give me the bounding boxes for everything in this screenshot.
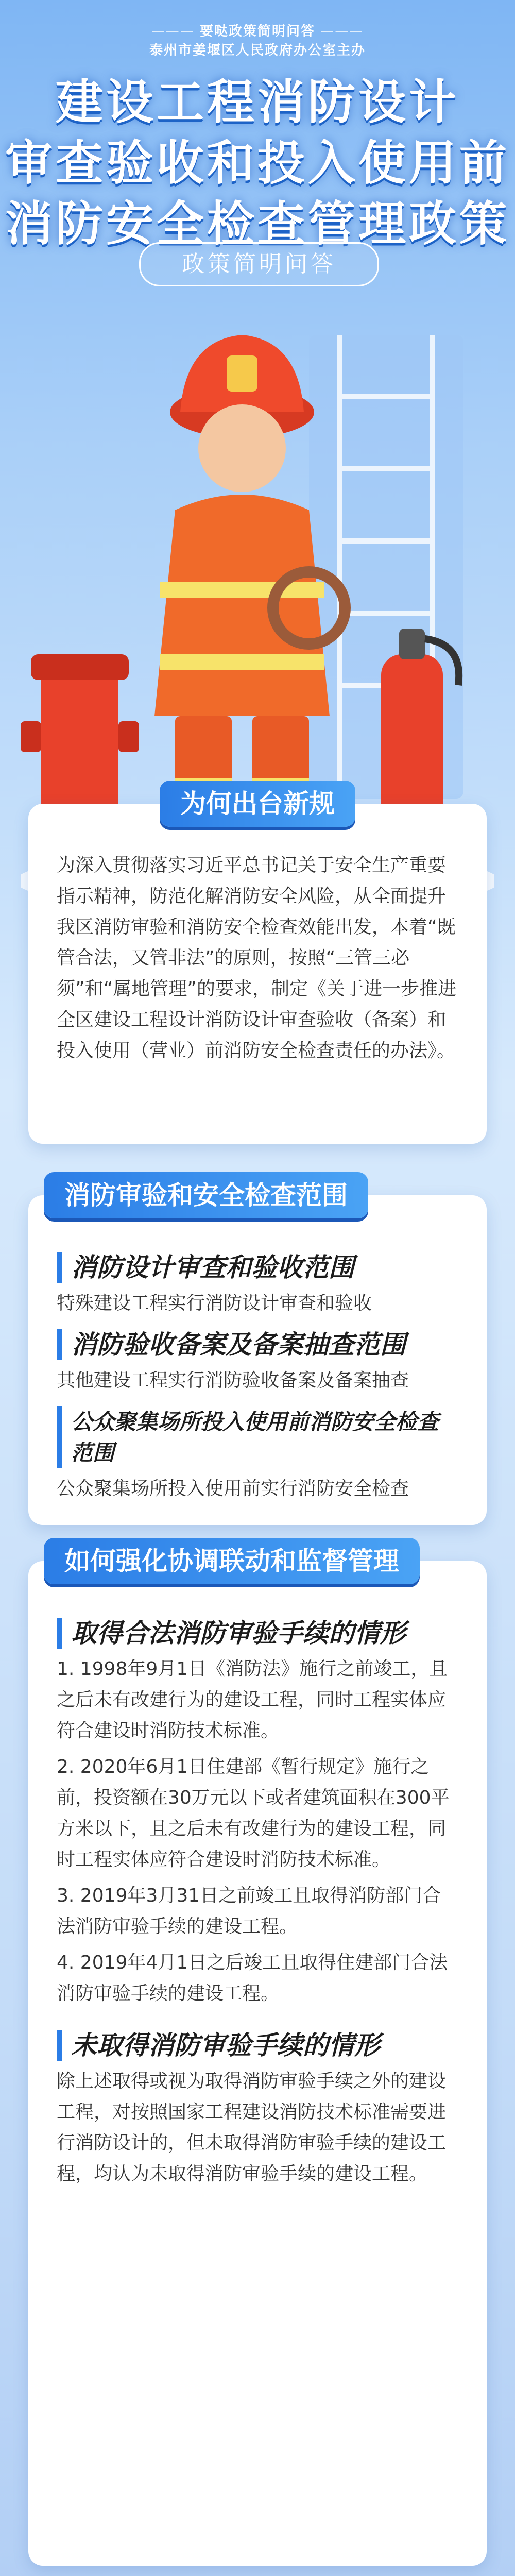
paragraph: 除上述取得或视为取得消防审验手续之外的建设工程，对按照国家工程建设消防技术标准需要进行消防设计的，但未取得消防审验手续的建设工程，均认为未取得消防审验手续的建设工程。 [57, 2071, 447, 2184]
sub-heading: 取得合法消防审验手续的情形 [57, 1618, 458, 1649]
sub-heading: 未取得消防审验手续的情形 [57, 2030, 458, 2061]
scope-item-desc: 公众聚集场所投入使用前实行消防安全检查 [57, 1478, 409, 1499]
scope-item-title: 消防设计审查和验收范围 [57, 1252, 458, 1283]
section-strengthen-1-body [57, 1607, 458, 2195]
hero-subtitle-line1: ——— 要哒政策简明问答 ——— [0, 21, 515, 40]
hero-pill: 政策简明问答 [139, 242, 379, 286]
section-why-heading: 为何出台新规 [160, 781, 355, 827]
scope-item-title: 消防验收备案及备案抽查范围 [57, 1329, 458, 1360]
scope-item [57, 1252, 458, 1319]
page-title [0, 72, 515, 255]
title-line-3: 消防安全检查管理政策 [5, 196, 510, 251]
hero-subtitle [0, 21, 515, 59]
title-line-2: 审查验收和投入使用前 [5, 135, 510, 191]
section-strengthen-1 [28, 1546, 487, 2566]
scope-item-desc: 其他建设工程实行消防验收备案及备案抽查 [57, 1370, 409, 1391]
title-line-1: 建设工程消防设计 [55, 75, 459, 130]
section-why [28, 789, 487, 1144]
section-scope-heading: 消防审验和安全检查范围 [44, 1172, 368, 1218]
section-strengthen-1-heading: 如何强化协调联动和监督管理 [44, 1538, 420, 1584]
list-item: 4. 2019年4月1日之后竣工且取得住建部门合法消防审验手续的建设工程。 [57, 1952, 448, 2004]
scope-item-desc: 特殊建设工程实行消防设计审查和验收 [57, 1293, 372, 1314]
scope-item [57, 1406, 458, 1504]
list-item: 1. 1998年9月1日《消防法》施行之前竣工，且之后未有改建行为的建设工程，同时工程实体应符合建设时消防技术标准。 [57, 1658, 448, 1741]
scope-list [57, 1242, 458, 1510]
section-scope [28, 1180, 487, 1525]
list-item: 3. 2019年3月31日之前竣工且取得消防部门合法消防审验手续的建设工程。 [57, 1885, 441, 1937]
scope-item [57, 1329, 458, 1396]
section-why-text: 为深入贯彻落实习近平总书记关于安全生产重要指示精神，防范化解消防安全风险，从全面提升我区消防审验和消防安全检查效能出发，本着“既管合法，又管非法”的原则，按照“三管三必须”和“属地管理”的要求，制定《关于进一步推进全区建设工程设计消防设计审查验收（备案）和投入使用（营业）前消防安全检查责任的办法》。 [57, 855, 456, 1061]
list-item: 2. 2020年6月1日住建部《暂行规定》施行之前，投资额在30万元以下或者建筑面积在300平方米以下，且之后未有改建行为的建设工程，同时工程实体应符合建设时消防技术标准。 [57, 1756, 450, 1870]
scope-item-title: 公众聚集场所投入使用前消防安全检查范围 [57, 1406, 458, 1468]
hero-subtitle-line2: 泰州市姜堰区人民政府办公室主办 [149, 43, 366, 58]
